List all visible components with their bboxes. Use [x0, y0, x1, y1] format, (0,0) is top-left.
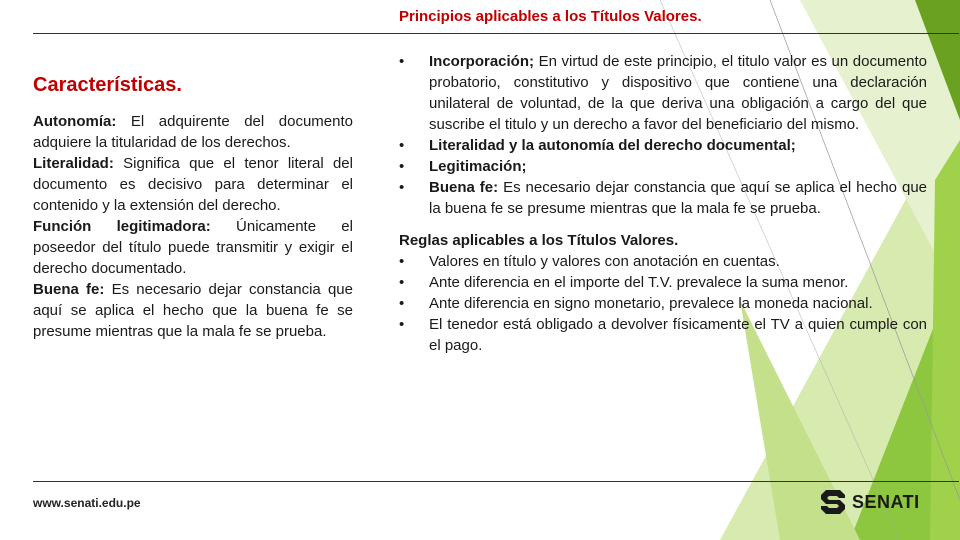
senati-s-logo-icon — [820, 489, 846, 515]
bullet-icon: • — [399, 53, 405, 70]
characteristic-item — [33, 111, 353, 153]
characteristics-heading: Características. — [33, 74, 182, 96]
characteristic-term: Función legitimadora: — [33, 218, 211, 235]
principles-list — [399, 51, 927, 219]
bottom-rule — [33, 481, 959, 482]
principle-text: En virtud de este principio, el titulo valor es un documento probatorio, constitutivo y dispositivo que contiene una declaración unilateral de voluntad, de la que deriva una obligación a cargo del que suscribe el titulo y un derecho a favor del beneficiario del mismo. — [429, 53, 927, 133]
bullet-icon: • — [399, 158, 405, 175]
principle-term: Buena fe: — [429, 179, 499, 196]
bullet-icon: • — [399, 316, 405, 333]
bullet-icon: • — [399, 295, 405, 312]
footer-website-link[interactable]: www.senati.edu.pe — [33, 496, 141, 510]
principle-text: Es necesario dejar constancia que aquí se aplica el hecho que la buena fe se presume mientras que la mala fe se prueba. — [429, 179, 927, 217]
principle-term: Literalidad y la autonomía del derecho documental; — [429, 137, 796, 154]
rule-item — [399, 293, 927, 314]
principles-column — [399, 51, 927, 356]
principle-item — [399, 135, 927, 156]
rule-item — [399, 272, 927, 293]
principle-item — [399, 51, 927, 135]
characteristic-item — [33, 279, 353, 342]
characteristic-text: Significa que el tenor literal del documento es decisivo para determinar el contenido y la extensión del derecho. — [33, 155, 353, 214]
rule-text: El tenedor está obligado a devolver físicamente el TV a quien cumple con el pago. — [429, 316, 927, 354]
characteristic-item — [33, 153, 353, 216]
rules-title: Reglas aplicables a los Títulos Valores. — [399, 232, 679, 249]
rule-text: Ante diferencia en signo monetario, prevalece la moneda nacional. — [429, 295, 873, 312]
rules-list — [399, 251, 927, 356]
rule-text: Ante diferencia en el importe del T.V. prevalece la suma menor. — [429, 274, 849, 291]
rule-text: Valores en título y valores con anotación en cuentas. — [429, 253, 780, 270]
characteristics-column — [33, 74, 353, 342]
characteristic-term: Literalidad: — [33, 155, 114, 172]
principle-item — [399, 177, 927, 219]
principle-term: Incorporación; — [429, 53, 535, 70]
bullet-icon: • — [399, 274, 405, 291]
principle-item — [399, 156, 927, 177]
rule-item — [399, 251, 927, 272]
characteristic-item — [33, 216, 353, 279]
top-rule — [33, 33, 959, 34]
characteristic-term: Buena fe: — [33, 281, 105, 298]
characteristic-text: El adquirente del documento adquiere la titularidad de los derechos. — [33, 113, 353, 151]
slide-title: Principios aplicables a los Títulos Valores. — [399, 8, 702, 25]
rule-item — [399, 314, 927, 356]
characteristic-text: Es necesario dejar constancia que aquí se aplica el hecho que la buena fe se presume mientras que la mala fe se prueba. — [33, 281, 353, 340]
characteristic-text: Únicamente el poseedor del título puede transmitir y exigir el derecho documentado. — [33, 218, 353, 277]
bullet-icon: • — [399, 179, 405, 196]
bullet-icon: • — [399, 137, 405, 154]
senati-logo — [820, 489, 920, 515]
senati-logo-text: SENATI — [852, 491, 920, 512]
characteristic-term: Autonomía: — [33, 113, 117, 130]
bullet-icon: • — [399, 253, 405, 270]
principle-term: Legitimación; — [429, 158, 527, 175]
